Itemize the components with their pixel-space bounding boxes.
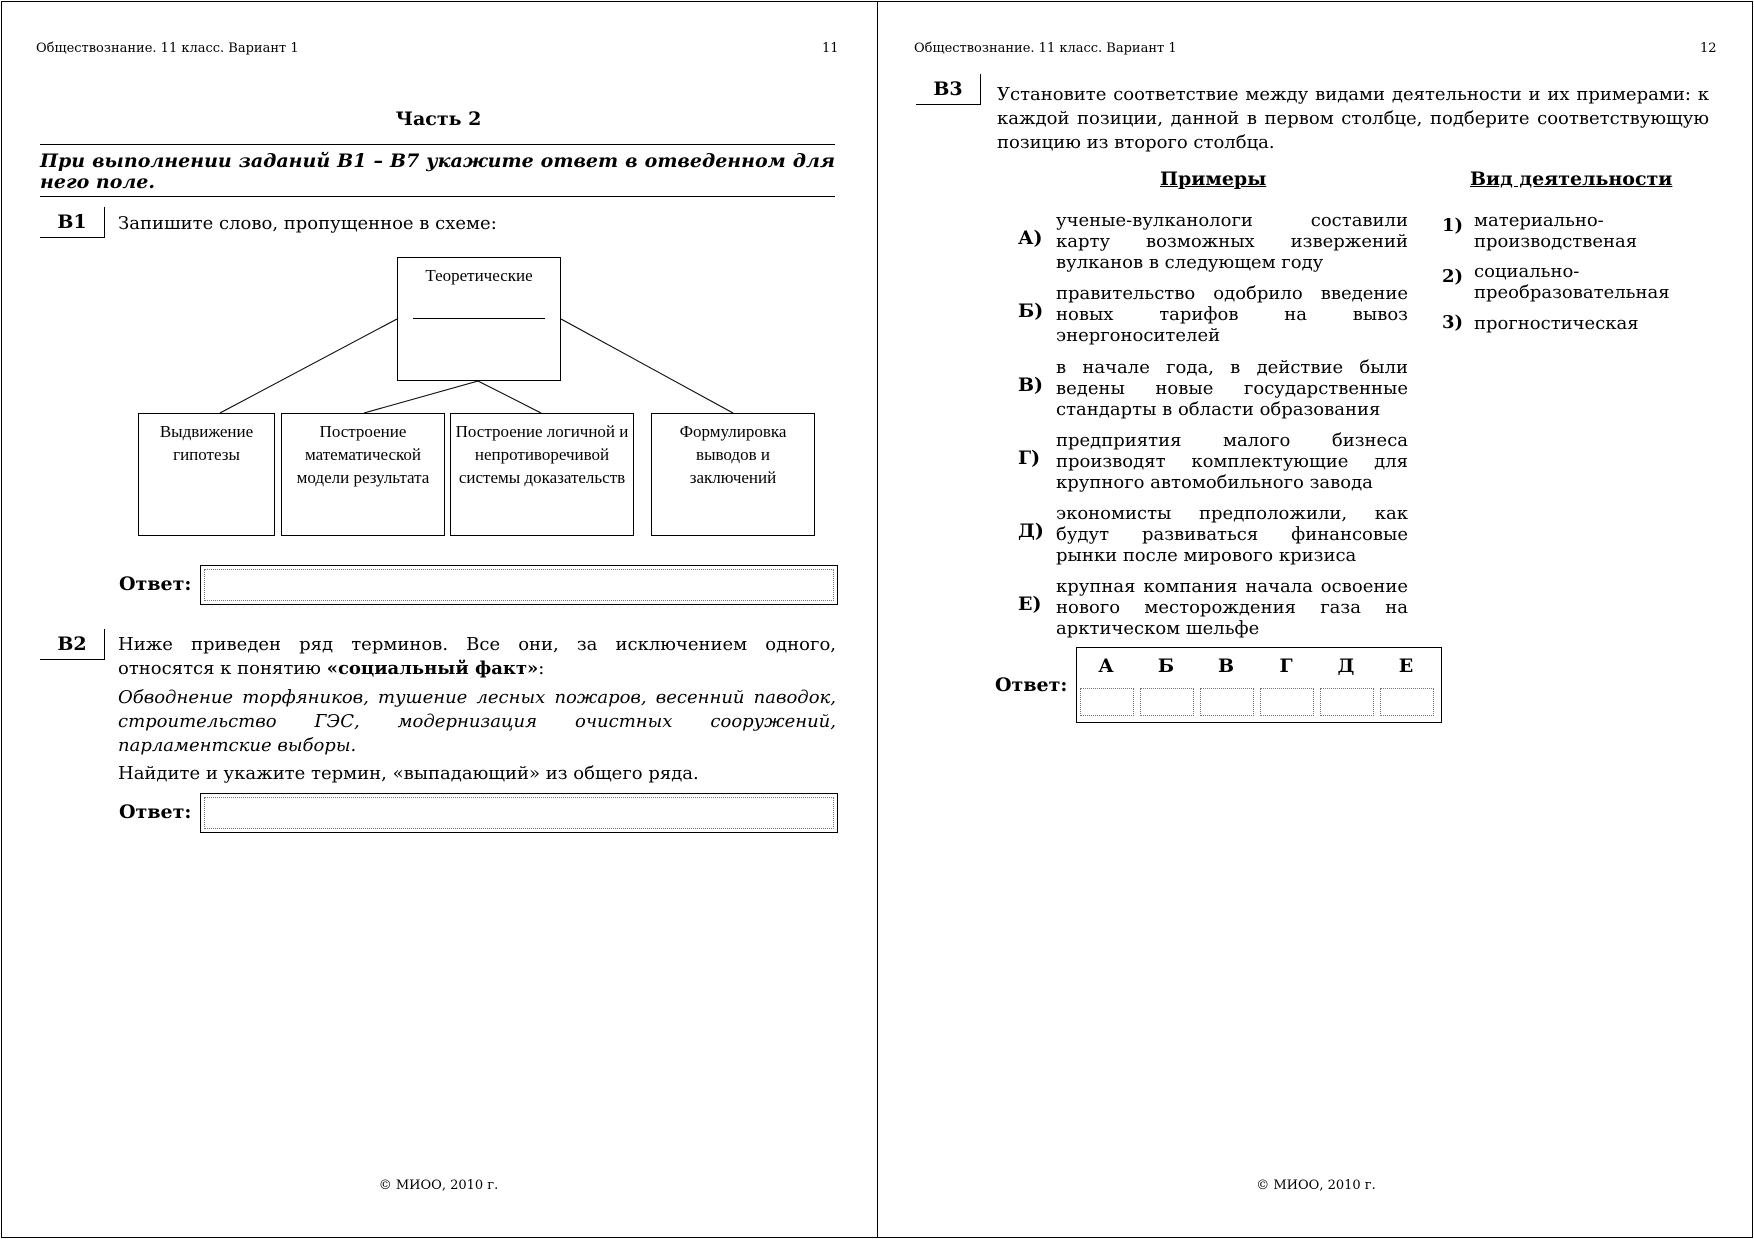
grid-letter: Б <box>1157 655 1175 677</box>
grid-letter: А <box>1098 655 1114 677</box>
running-head: Обществознание. 11 класс. Вариант 1 <box>914 41 1177 56</box>
column-header-examples: Примеры <box>1160 168 1267 190</box>
task-label-b3: В3 <box>916 74 981 105</box>
example-text: предприятия малого бизнеса производят комплектующие для крупного автомобильного завода <box>1056 430 1408 493</box>
b2-task: Найдите и укажите термин, «выпадающий» из общего ряда. <box>118 763 699 784</box>
page-left <box>0 0 877 1237</box>
type-number: 2) <box>1442 266 1464 287</box>
b2-concept: «социальный факт» <box>326 658 539 679</box>
b2-intro: Ниже приведен ряд терминов. Все они, за исключением одного, относятся к понятию <box>118 634 836 679</box>
answer-cell[interactable] <box>1080 688 1134 716</box>
example-letter: Д) <box>1018 520 1044 542</box>
example-text: экономисты предположили, как будут развиваться финансовые рынки после мирового кризиса <box>1056 503 1408 566</box>
example-letter: Б) <box>1018 300 1044 322</box>
diagram-root-label: Теоретические <box>425 266 533 285</box>
b2-text <box>118 633 836 681</box>
part-title: Часть 2 <box>395 108 482 130</box>
b1-question: Запишите слово, пропущенное в схеме: <box>118 213 497 234</box>
page-number: 11 <box>822 41 839 56</box>
diagram-child-label: Построение логичной и непротиворечивой системы доказательств <box>455 422 629 487</box>
task-label-b2: В2 <box>40 629 105 660</box>
page-number: 12 <box>1700 41 1717 56</box>
answer-field-b2[interactable] <box>200 793 838 833</box>
example-text: ученые-вулканологи составили карту возможных извержений вулканов в следующем году <box>1056 210 1408 273</box>
example-letter: Г) <box>1018 447 1041 469</box>
type-text: социально-преобразовательная <box>1474 261 1670 303</box>
answer-field-b1[interactable] <box>200 565 838 605</box>
footer: © МИОО, 2010 г. <box>378 1178 499 1193</box>
diagram-child-label: Формулировка выводов и заключений <box>679 422 787 487</box>
answer-label-b1: Ответ: <box>119 573 192 595</box>
grid-letter: Е <box>1398 655 1414 677</box>
instruction: При выполнении заданий В1 – В7 укажите ответ в отведенном для него поле. <box>40 150 835 193</box>
example-text: правительство одобрило введение новых тарифов на вывоз энергоносителей <box>1056 283 1408 346</box>
answer-grid-b3 <box>1076 647 1442 723</box>
diagram-child-label: Построение математической модели результата <box>296 422 430 487</box>
type-number: 3) <box>1442 312 1464 333</box>
diagram-child-label: Выдвижение гипотезы <box>159 422 254 464</box>
answer-label-b3: Ответ: <box>995 674 1068 696</box>
answer-cell[interactable] <box>1320 688 1374 716</box>
example-letter: А) <box>1018 227 1043 249</box>
diagram-child-box <box>651 413 815 536</box>
diagram-blank-line <box>413 317 545 319</box>
diagram-child-box <box>450 413 634 536</box>
answer-cell[interactable] <box>1140 688 1194 716</box>
diagram-root-box <box>397 257 561 381</box>
running-head: Обществознание. 11 класс. Вариант 1 <box>36 41 299 56</box>
answer-cell[interactable] <box>1200 688 1254 716</box>
page-right <box>878 0 1754 1237</box>
column-header-types: Вид деятельности <box>1470 168 1673 190</box>
diagram-child-box <box>281 413 445 536</box>
type-text: прогностическая <box>1474 313 1639 334</box>
example-letter: В) <box>1018 374 1044 396</box>
type-number: 1) <box>1442 215 1464 236</box>
footer: © МИОО, 2010 г. <box>1256 1178 1376 1193</box>
b2-terms: Обводнение торфяников, тушение лесных пожаров, весенний паводок, строительство ГЭС, модернизация очистных сооружений, парламентские выборы. <box>118 687 836 756</box>
diagram-child-box <box>138 413 275 536</box>
grid-letter: Д <box>1337 655 1355 677</box>
task-label-b1: В1 <box>40 207 105 238</box>
example-text: крупная компания начала освоение нового месторождения газа на арктическом шельфе <box>1056 576 1408 639</box>
answer-label-b2: Ответ: <box>119 801 192 823</box>
grid-letter: Г <box>1279 655 1293 677</box>
b2-colon: : <box>538 658 545 679</box>
type-text: материально-производственая <box>1474 210 1638 252</box>
example-text: в начале года, в действие были ведены новые государственные стандарты в области образования <box>1056 357 1408 420</box>
b3-question: Установите соответствие между видами деятельности и их примерами: к каждой позиции, данной в первом столбце, подберите соответствующую позицию из второго столбца. <box>997 84 1709 153</box>
example-letter: Е) <box>1018 593 1042 615</box>
answer-cell[interactable] <box>1260 688 1314 716</box>
answer-cell[interactable] <box>1380 688 1434 716</box>
grid-letter: В <box>1217 655 1235 677</box>
